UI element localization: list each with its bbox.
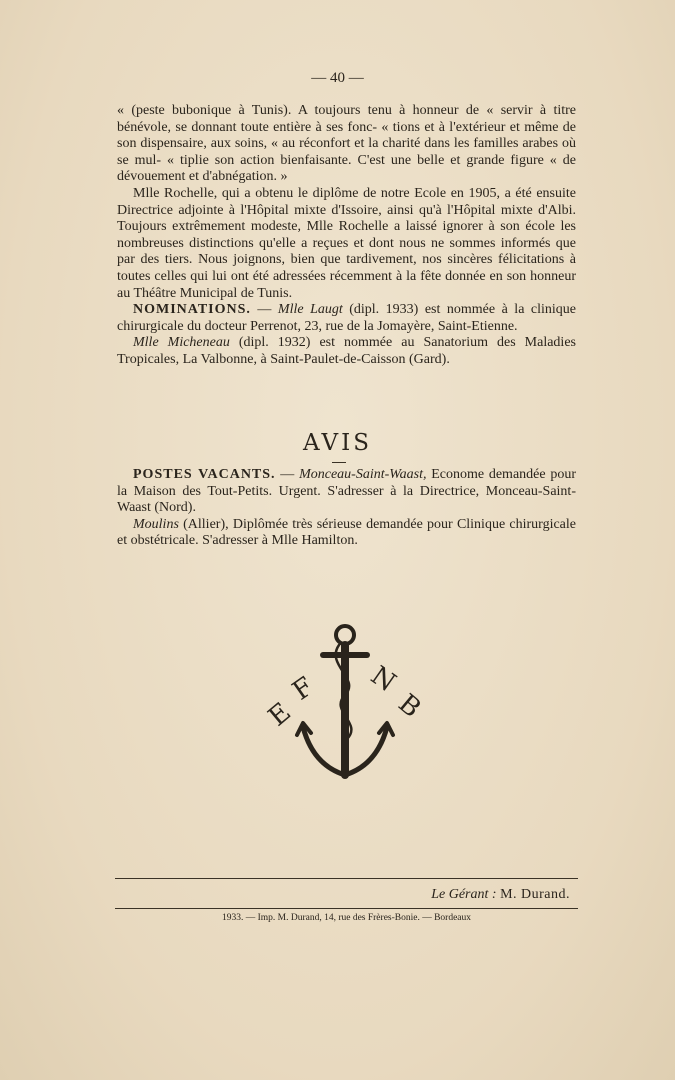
post-text: Econome demandée pour la Maison des Tout-Petits. Urgent. S'adresser à la Directrice, Monceau-Saint-Waast (Nord). [117,467,577,516]
post-place-2: Moulins [133,516,179,532]
nominee-text: (dipl. 1933) est nommée à la clinique chirurgicale du docteur Perrenot, 23, rue de la Jomayère, Saint-Etienne. [117,302,576,334]
anchor-logo [255,615,435,795]
logo-letter-f: F [287,671,320,707]
nominee-name: Mlle Laugt [277,302,343,318]
gerant-line [115,887,570,903]
postes-paragraph-2 [117,517,576,550]
avis-underline [332,462,346,463]
nominations-heading: NOMINATIONS. [133,302,251,318]
logo-letter-b: B [392,688,427,724]
gerant-name: M. Durand. [500,887,570,902]
gerant-label: Le Gérant : [431,887,497,902]
avis-text-block [117,467,576,550]
main-text-block [117,103,576,369]
rochelle-paragraph: Mlle Rochelle, qui a obtenu le diplôme de notre Ecole en 1905, a été ensuite Directrice adjointe à l'Hôpital mixte d'Issoire, ainsi qu'à l'Hôpital mixte d'Albi. Toujours extrêmement modeste, Mlle Rochelle a laissé ignorer à son école les nombreuses distinctions qu'elle a reçues et dont nous ne sommes informés que par des tiers. Nous joignons, bien que tardivement, nos sincères félicitations à toutes celles qui lui ont été adressées récemment à la fête donnée en son honneur au Théâtre Municipal de Tunis. [117,185,576,301]
nominations-dash: — [250,302,278,318]
avis-title: AVIS [303,430,372,456]
logo-letter-n: N [365,660,401,699]
postes-dash: — [275,467,300,482]
imprint-line: 1933. — Imp. M. Durand, 14, rue des Frères-Bonie. — Bordeaux [221,913,472,923]
page-number: — 40 — [311,70,364,86]
quote-paragraph: « (peste bubonique à Tunis). A toujours tenu à honneur de « servir à titre bénévole, se donnant toute entière à ses fonc- « tions et à l'extérieur et même de son dispensaire, aux soins, « au réconfort et la charité dans les familles arabes où se mul- « tiplie son action bienfaisante. C'est une belle et grande figure « de dévouement et d'abnégation. » [117,103,576,185]
logo-letter-e: E [262,697,297,733]
post-text-2: (Allier), Diplômée très sérieuse demandée pour Clinique chirurgicale et obstétricale. S'adresser à Mlle Hamilton. [117,516,576,549]
nominee-name-2: Mlle Micheneau [133,335,230,351]
nominations-paragraph [117,302,576,335]
postes-heading: POSTES VACANTS. [133,467,276,482]
footer-rule-top [115,878,578,879]
footer-rule-bottom [115,908,578,909]
nominations-paragraph-2 [117,335,576,368]
nominee-text-2: (dipl. 1932) est nommée au Sanatorium des Maladies Tropicales, La Valbonne, à Saint-Paulet-de-Caisson (Gard). [117,335,576,367]
postes-paragraph [117,467,576,517]
post-place: Monceau-Saint-Waast, [299,467,427,482]
